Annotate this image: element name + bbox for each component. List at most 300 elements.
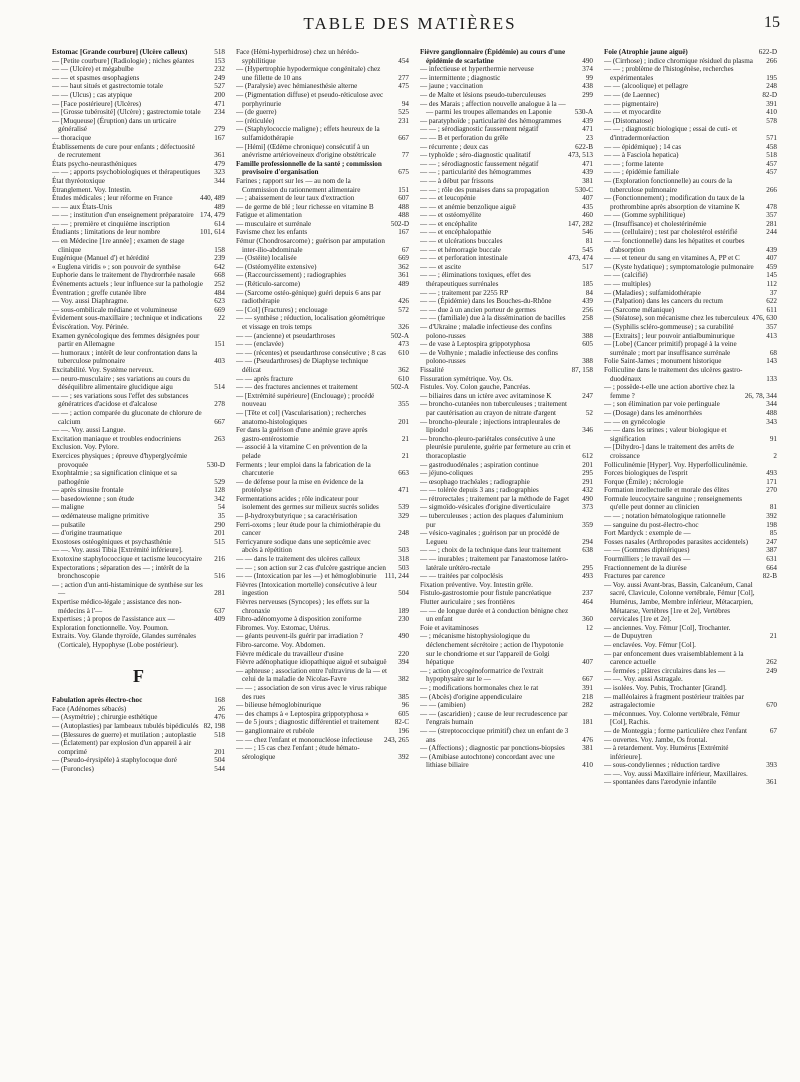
entry-page: 476 — [582, 735, 593, 744]
index-entry — [420, 134, 593, 143]
entry-text: — — chez l'enfant et mononucléose infectieuse — [236, 735, 373, 744]
entry-text: Fermentations acides ; rôle indicateur pour isolement des germes sur milieux sucrés solides — [236, 494, 379, 512]
entry-text: — (Syphilis scléro-gommeuse) ; sa curabilité — [604, 323, 734, 331]
index-entry — [604, 572, 777, 581]
entry-text: — — ; diagnostic biologique ; essai de cuti- et d'intradermoréaction — [604, 125, 738, 142]
entry-text: — — pigmentaire) — [604, 99, 659, 108]
entry-text: — isolées. Voy. Pubis, Trochanter [Grand]. — [604, 683, 727, 692]
entry-text: Fibromes. Voy. Estomac, Utérus. — [236, 623, 330, 632]
entry-text: Ferments ; leur emploi dans la fabrication de la charcuterie — [236, 460, 371, 478]
entry-text: — — (récentes) et pseudarthrose consécutive ; 8 cas — [236, 348, 386, 357]
entry-text: — — haut situés et gastrectomie totale — [52, 82, 164, 91]
entry-page: 610 — [398, 374, 409, 383]
entry-page: 471 — [214, 99, 225, 108]
entry-text: — (Sarcome mélanique) — [604, 305, 675, 314]
entry-text: Exophtalmie ; sa signification clinique et sa pathogénie — [52, 469, 177, 486]
entry-page: 439 — [582, 116, 593, 125]
entry-page: 153 — [214, 56, 225, 65]
index-entry — [236, 658, 409, 667]
index-entry — [52, 211, 225, 220]
entry-text: — (Fonctionnement) ; modification du taux de la prothrombine après absorption de vitamine K — [604, 194, 745, 211]
entry-text: — gastroduodénales ; aspiration continue — [420, 460, 539, 469]
entry-text: — (Ostéite) localisée — [236, 254, 297, 263]
entry-text: — ; modifications hormonales chez le rat — [420, 683, 539, 692]
entry-page: 488 — [398, 202, 409, 211]
entry-page: 391 — [582, 683, 593, 692]
index-entry — [236, 701, 409, 710]
index-entry — [604, 160, 777, 169]
index-entry — [420, 65, 593, 74]
index-entry — [236, 581, 409, 598]
index-entry — [52, 297, 225, 306]
entry-page: 432 — [582, 486, 593, 495]
index-entry — [52, 349, 225, 366]
entry-text: Foie et avitaminoses — [420, 623, 479, 632]
entry-text: — (Stéatose), son mécanisme chez les tuberculeux — [604, 314, 749, 323]
entry-page: 473, 474 — [568, 254, 593, 263]
index-entry — [604, 486, 777, 495]
entry-page: 323 — [214, 168, 225, 177]
entry-page: 539 — [398, 503, 409, 512]
index-entry — [52, 426, 225, 435]
entry-page: 637 — [214, 606, 225, 615]
entry-text: — sanguine du post-électro-choc — [604, 520, 699, 529]
entry-page: 167 — [214, 133, 225, 142]
entry-text: — — (Intoxication par les —) et hémoglobinurie — [236, 572, 377, 581]
entry-text: Exclusion. Voy. Pylore. — [52, 443, 119, 452]
index-entry — [52, 722, 225, 731]
index-entry — [236, 271, 409, 280]
entry-page: 346 — [582, 426, 593, 435]
entry-page: 392 — [398, 752, 409, 761]
entry-page: 622-B — [575, 142, 593, 151]
entry-text: — (Raccourcissement) ; radiographies — [236, 271, 347, 280]
entry-page: 502-A — [390, 331, 409, 340]
entry-page: 220 — [398, 649, 409, 658]
entry-page: 357 — [766, 211, 777, 220]
entry-text: Établissements de cure pour enfants ; défectuosité de recrutement — [52, 142, 195, 160]
entry-page: 68 — [769, 348, 777, 357]
index-entry — [604, 340, 777, 357]
index-entry — [52, 375, 225, 392]
entry-text: — ; action d'un anti-histaminique de synthèse sur les — — [52, 580, 203, 598]
entry-page: 147, 282 — [568, 219, 593, 228]
entry-page: 473, 513 — [568, 151, 593, 160]
index-entry — [420, 581, 593, 590]
entry-page: 248 — [766, 82, 777, 91]
index-entry — [420, 744, 593, 753]
entry-text: Fièvre ganglionnaire (Épidémie) au cours d'une épidémie de scarlatine — [420, 48, 566, 65]
entry-page: 490 — [398, 632, 409, 641]
index-entry — [604, 667, 777, 676]
entry-text: — (Pseudo-érysipèle) à staphylocoque doré — [52, 756, 177, 765]
index-entry — [52, 435, 225, 444]
index-entry — [420, 546, 593, 555]
entry-page: 439 — [582, 168, 593, 177]
index-entry — [604, 512, 777, 521]
entry-text: Excitation maniaque et troubles endocriniens — [52, 434, 181, 443]
entry-page: 295 — [582, 469, 593, 478]
entry-text: — — et myocardite — [604, 108, 661, 117]
entry-text: — — épidémique) ; 14 cas — [604, 142, 682, 151]
entry-page: 81 — [769, 503, 777, 512]
entry-text: — en Médecine [1re année] ; examen de stage clinique — [52, 237, 185, 254]
entry-page: 112 — [766, 280, 777, 289]
index-entry — [52, 756, 225, 765]
entry-text: — — (amibien) — [420, 701, 466, 710]
entry-page: 388 — [582, 331, 593, 340]
index-entry — [236, 65, 409, 82]
index-entry — [52, 443, 225, 452]
entry-text: Études médicales ; leur réforme en France — [52, 194, 173, 203]
index-entry — [236, 632, 409, 641]
entry-text: — des champs à « Leptospira grippotyphosa » — [236, 709, 369, 718]
entry-page: 54 — [217, 503, 225, 512]
index-entry — [236, 615, 409, 624]
entry-text: — — de longue durée et à conduction bénigne chez un enfant — [420, 606, 569, 624]
entry-page: 237 — [582, 589, 593, 598]
entry-text: — (Dosage) dans les aménorrhées — [604, 408, 702, 417]
entry-page: 381 — [582, 744, 593, 753]
entry-page: 631 — [766, 555, 777, 564]
index-column-3 — [420, 48, 593, 1068]
index-entry — [52, 624, 225, 633]
entry-page: 111, 244 — [384, 572, 409, 581]
entry-text: — (Cirrhose) ; indice chromique résiduel du plasma — [604, 56, 753, 65]
entry-page: 26 — [217, 704, 225, 713]
entry-text: — [Grosse tubérosité] (Ulcère) ; gastrectomie totale — [52, 108, 201, 117]
index-entry — [52, 160, 225, 169]
index-entry — [52, 696, 225, 705]
entry-text: — des Marais ; affection nouvelle analogue à la — — parmi les troupes allemandes en Laponie — [420, 99, 566, 117]
entry-page: 216 — [214, 555, 225, 564]
entry-text: — de vase à Leptospira grippotyphosa — [420, 340, 531, 349]
index-entry — [236, 108, 409, 117]
entry-text: Éventration ; greffe cutanée libre — [52, 288, 147, 297]
index-entry — [52, 314, 225, 323]
index-entry — [52, 555, 225, 564]
entry-text: — (Insuffisance) et cholestérinémie — [604, 219, 707, 228]
index-entry — [420, 478, 593, 487]
entry-page: 185 — [582, 280, 593, 289]
entry-text: — (Autoplasties) par lambeaux tubulés bipédiculés — [52, 721, 199, 730]
entry-page: 26, 78, 344 — [744, 391, 777, 400]
index-entry — [236, 357, 409, 374]
entry-page: 99 — [585, 73, 593, 82]
index-entry — [236, 125, 409, 142]
entry-text: — — (enclavée) — [236, 340, 284, 349]
entry-text: — (Distomatose) — [604, 116, 654, 125]
index-entry — [420, 598, 593, 607]
entry-text: Folie Saint-James ; monument historique — [604, 357, 722, 366]
index-entry — [420, 727, 593, 744]
entry-page: 530-A — [574, 108, 593, 117]
section-letter: F — [133, 665, 144, 686]
entry-text: — Voy. aussi Avant-bras, Bassin, Calcanéum, Canal sacré, Clavicule, Colonne vertébrale, Fémur [Col], Humérus, Jambe, Membre inférieur, Métacarpien, Métatarse, Vertèbres [1re et 2e], Vertèbres cervicales [1re et 2e]. — [604, 580, 755, 624]
entry-text: — ouvertes. Voy. Jambe, Os frontal. — [604, 735, 708, 744]
entry-text: — spontanées dans l'ærodynie infantile — [604, 778, 717, 787]
index-entry — [236, 203, 409, 212]
index-entry — [52, 615, 225, 624]
index-entry — [604, 108, 777, 117]
entry-text: — broncho-pleurale ; injections intrapleurales de lipiodol — [420, 417, 561, 435]
entry-page: 530-C — [575, 185, 593, 194]
entry-page: 168 — [214, 696, 225, 705]
entry-text: — — ; première et cinquième inscription — [52, 219, 170, 228]
index-entry — [236, 727, 409, 736]
entry-page: 248 — [398, 529, 409, 538]
entry-page: 518 — [214, 730, 225, 739]
index-entry — [52, 74, 225, 83]
entry-text: Fissalité — [420, 365, 444, 374]
entry-text: — (Asymétrie) ; chirurgie esthétique — [52, 713, 158, 722]
index-entry — [604, 48, 777, 57]
entry-page: 530-D — [206, 460, 225, 469]
entry-text: — [Tête et col] (Vascularisation) ; recherches anatomo-histologiques — [236, 408, 367, 426]
index-entry — [604, 211, 777, 220]
index-entry — [52, 57, 225, 66]
entry-page: 355 — [398, 400, 409, 409]
entry-page: 668 — [214, 271, 225, 280]
entry-text: — — après fracture — [236, 374, 293, 383]
index-entry — [420, 693, 593, 702]
index-entry — [604, 555, 777, 564]
entry-text: — fermées ; plâtres circulaires dans les — — [604, 666, 726, 675]
index-entry — [52, 306, 225, 315]
index-entry — [52, 117, 225, 134]
entry-text: État thyréotoxique — [52, 176, 105, 185]
index-entry — [52, 538, 225, 547]
index-entry — [236, 736, 409, 745]
entry-page: 128 — [214, 486, 225, 495]
index-entry — [236, 82, 409, 91]
index-entry — [236, 160, 409, 177]
entry-text: — anciennes. Voy. Fémur [Col], Trochanter. — [604, 623, 731, 632]
entry-page: 278 — [214, 400, 225, 409]
index-entry — [604, 478, 777, 487]
entry-text: — de Dupuytren — [604, 632, 652, 641]
entry-text: — — (familiale) due à la dissémination de bacilles — [420, 314, 566, 323]
index-entry — [420, 91, 593, 100]
index-entry — [604, 778, 777, 787]
entry-text: Fémur (Chondrosarcome) ; guérison par amputation inter-ilio-abdominale — [236, 237, 385, 254]
index-entry — [604, 693, 777, 710]
index-entry — [604, 538, 777, 547]
index-entry — [420, 461, 593, 470]
index-entry — [52, 108, 225, 117]
entry-text: Fièvres (Intoxication mortelle) consécutive à leur ingestion — [236, 580, 377, 598]
entry-text: — (Affections) ; diagnostic par ponctions-biopsies — [420, 744, 565, 753]
index-entry — [52, 91, 225, 100]
entry-page: 200 — [214, 90, 225, 99]
entry-page: 388 — [582, 357, 593, 366]
entry-text: Fourmilliers ; le travail des — — [604, 555, 691, 564]
index-entry — [420, 392, 593, 401]
index-entry — [236, 710, 409, 719]
index-entry — [420, 237, 593, 246]
index-entry — [52, 366, 225, 375]
entry-text: — (Ostéomyélite extensive) — [236, 262, 317, 271]
entry-page: 145 — [766, 271, 777, 280]
entry-text: Ferricyanure sodique dans une septicémie avec abcès à répétition — [236, 537, 371, 555]
entry-page: 201 — [214, 529, 225, 538]
entry-text: Face (Adénomes sébacés) — [52, 704, 127, 713]
entry-text: Farines ; rapport sur les — au nom de la Commission du rationnement alimentaire — [236, 176, 361, 194]
index-entry — [604, 710, 777, 727]
index-entry — [420, 400, 593, 417]
entry-page: 457 — [766, 159, 777, 168]
entry-text: — ; son élimination par voie perlinguale — [604, 400, 720, 409]
index-entry — [420, 289, 593, 298]
entry-page: 295 — [582, 563, 593, 572]
index-entry — [52, 82, 225, 91]
index-entry — [420, 572, 593, 581]
entry-page: 664 — [766, 563, 777, 572]
entry-text: — — ; particularité des hémogrammes — [420, 168, 532, 177]
entry-text: — jéjuno-coliques — [420, 469, 473, 478]
entry-page: 174, 479 — [200, 211, 225, 220]
entry-text: Éviscération. Voy. Périnée. — [52, 323, 129, 331]
entry-page: 518 — [214, 48, 225, 56]
index-entry — [236, 478, 409, 495]
index-column-1 — [52, 48, 225, 1068]
index-entry — [52, 203, 225, 212]
index-entry — [236, 521, 409, 538]
entry-text: — broncho-pleuro-pariétales consécutive à une pleurésie purulente, guérie par fermeture au crin et thoracoplastie — [420, 434, 571, 460]
entry-page: 410 — [582, 761, 593, 770]
index-entry — [52, 765, 225, 774]
index-entry — [236, 237, 409, 254]
index-entry — [236, 220, 409, 229]
entry-page: 611 — [766, 305, 777, 314]
entry-text: — de Volhynie ; maladie infectieuse des confins polono-russes — [420, 348, 558, 366]
entry-text: — —. Voy. aussi Astragale. — [604, 675, 683, 684]
entry-page: 438 — [582, 82, 593, 91]
entry-page: 249 — [214, 73, 225, 82]
entry-text: — ; action glycogénoformatrice de l'extrait hypophysaire sur le — — [420, 666, 544, 684]
index-entry — [52, 469, 225, 486]
entry-page: 385 — [398, 692, 409, 701]
index-entry — [52, 332, 225, 349]
entry-text: — tuberculeuses ; action des plaques d'aluminium pur — [420, 512, 564, 529]
entry-text: — — et hémorragie buccale — [420, 245, 501, 254]
entry-page: 407 — [582, 658, 593, 667]
entry-text: — — (Épidémie) dans les Bouches-du-Rhône — [420, 297, 552, 306]
entry-text: — — ; éliminations toxiques, effet des thérapeutiques surrénales — [420, 271, 531, 289]
entry-text: — — ; action comparée du gluconate de chlorure de calcium — [52, 408, 202, 426]
entry-text: — — (Ulcère) et mégabulbe — [52, 65, 134, 74]
index-entry — [604, 624, 777, 633]
entry-page: 294 — [582, 537, 593, 546]
index-entry — [604, 736, 777, 745]
index-entry — [236, 91, 409, 108]
index-entry — [236, 572, 409, 581]
entry-text: — de germe de blé ; leur richesse en vitamine B — [236, 202, 374, 211]
index-entry — [420, 306, 593, 315]
index-entry — [604, 271, 777, 280]
entry-page: 231 — [398, 116, 409, 125]
entry-page: 490 — [582, 494, 593, 503]
entry-text: Fièvre médicale du travailleur d'usine — [236, 649, 344, 658]
entry-page: 623 — [214, 297, 225, 306]
entry-page: 426 — [398, 297, 409, 306]
entry-text: — Voy. aussi Diaphragme. — [52, 297, 129, 306]
entry-text: — — ; forme latente — [604, 159, 664, 168]
entry-text: Expectorations ; séparation des — ; intérêt de la bronchoscopie — [52, 563, 190, 581]
entry-text: — — des fractures anciennes et traitement — [236, 383, 358, 392]
entry-text: — [Muqueuse] (Éruption) dans un urticaire généralisé — [52, 116, 177, 134]
entry-text: — infectieuse et hyperthermie nerveuse — [420, 65, 534, 74]
index-entry — [52, 271, 225, 280]
index-entry — [420, 271, 593, 288]
entry-page: 504 — [398, 589, 409, 598]
entry-text: — par enfoncement dues vraisemblablement à la carence actuelle — [604, 649, 744, 667]
index-entry — [52, 409, 225, 426]
entry-page: 544 — [214, 764, 225, 773]
entry-page: 667 — [398, 133, 409, 142]
index-entry — [420, 314, 593, 323]
index-entry — [420, 607, 593, 624]
entry-page: 158 — [214, 245, 225, 254]
index-entry — [420, 177, 593, 186]
entry-page: 133 — [766, 374, 777, 383]
entry-text: — (Paralysie) avec hémianesthésie alterne — [236, 82, 358, 91]
index-entry — [236, 426, 409, 443]
index-entry — [604, 461, 777, 470]
index-entry — [52, 713, 225, 722]
entry-page: 195 — [766, 73, 777, 82]
index-entry — [52, 228, 225, 237]
entry-page: 21 — [769, 632, 777, 641]
entry-page: 151 — [398, 185, 409, 194]
index-entry — [604, 289, 777, 298]
entry-text: — — ; problème de l'histogénèse, recherches expérimentales — [604, 65, 734, 82]
index-entry — [52, 194, 225, 203]
index-entry — [604, 641, 777, 650]
entry-text: — (Furoncles) — [52, 764, 94, 773]
entry-page: 435 — [582, 202, 593, 211]
index-entry — [236, 495, 409, 512]
entry-page: 84 — [585, 288, 593, 297]
entry-text: — (Staphylococcie maligne) ; effets heureux de la sulfamidothérapie — [236, 125, 380, 142]
entry-page: 504 — [214, 756, 225, 765]
index-entry — [420, 710, 593, 727]
index-entry — [420, 435, 593, 461]
index-entry — [604, 684, 777, 693]
entry-page: 243, 265 — [384, 735, 409, 744]
entry-text: — — ; choix de la technique dans leur traitement — [420, 546, 561, 555]
index-entry — [420, 203, 593, 212]
entry-text: — (Amibiase autochtone) concordant avec une lithiase biliaire — [420, 752, 555, 770]
entry-page: 391 — [766, 99, 777, 108]
entry-text: Fractionnement de la diurèse — [604, 563, 687, 572]
index-entry — [52, 186, 225, 195]
entry-page: 514 — [214, 383, 225, 392]
entry-text: — enclavées. Voy. Fémur [Col]. — [604, 640, 696, 649]
entry-text: — (Pigmentation diffuse) et pseudo-réticulose avec porphyrinurie — [236, 90, 384, 108]
entry-page: 181 — [582, 718, 593, 727]
entry-page: 201 — [398, 417, 409, 426]
entry-page: 234 — [214, 108, 225, 117]
entry-text: — — ; ses variations sous l'effet des substances génératrices d'acidose et d'alcalose — [52, 391, 189, 409]
entry-page: 266 — [766, 56, 777, 65]
entry-text: Évidement sous-maxillaire ; technique et indications — [52, 314, 203, 323]
entry-text: — (Réticulo-sarcome) — [236, 280, 301, 289]
entry-page: 151 — [214, 340, 225, 349]
entry-text: Exercices physiques ; épreuve d'hyperglycémie provoquée — [52, 451, 188, 469]
index-entry — [52, 512, 225, 521]
entry-text: — sous-ombilicale médiane et volumineuse — [52, 305, 178, 314]
